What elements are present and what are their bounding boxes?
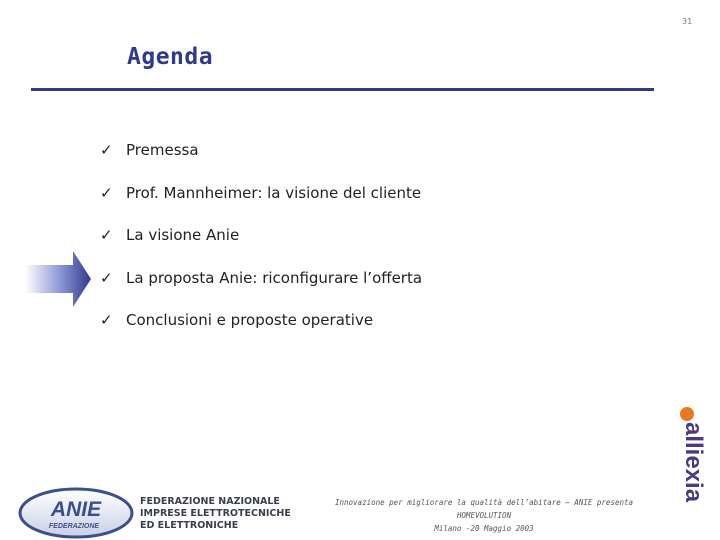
slide-title: Agenda (127, 44, 214, 70)
agenda-item (100, 141, 422, 184)
agenda-item (100, 311, 422, 354)
alliexia-logo (676, 402, 710, 540)
org-line: ED ELETTRONICHE (140, 520, 239, 531)
anie-logo (16, 486, 136, 540)
check-icon: ✓ (100, 311, 113, 329)
agenda-item-label: Prof. Mannheimer: la visione del cliente (126, 183, 422, 202)
organization-name (140, 496, 291, 532)
agenda-list (100, 141, 422, 354)
check-icon: ✓ (100, 226, 113, 244)
check-icon: ✓ (100, 183, 113, 202)
brand-logo-text: alliexia (680, 422, 707, 503)
org-line: FEDERAZIONE NAZIONALE (140, 496, 280, 507)
org-line: IMPRESE ELETTROTECNICHE (140, 508, 291, 519)
agenda-item-label: Premessa (126, 141, 199, 159)
current-item-arrow-icon (25, 251, 91, 307)
agenda-item-label: La proposta Anie: riconfigurare l’offerta (126, 268, 423, 287)
agenda-item (100, 226, 422, 269)
footer-caption-line2: Milano -20 Maggio 2003 (434, 524, 534, 533)
anie-logo-text: ANIE (50, 498, 102, 521)
title-divider (31, 88, 654, 91)
brand-dot-icon (680, 407, 694, 421)
page-number: 31 (682, 17, 693, 26)
agenda-item (100, 184, 422, 227)
check-icon: ✓ (100, 268, 113, 287)
footer-caption-line1: Innovazione per migliorare la qualità dell’abitare – ANIE presenta HOMEVOLUTION (334, 498, 633, 520)
footer-caption (314, 496, 654, 535)
agenda-item-label: Conclusioni e proposte operative (126, 311, 374, 329)
agenda-item-current (100, 269, 422, 312)
anie-logo-subtext: FEDERAZIONE (48, 523, 100, 530)
agenda-item-label: La visione Anie (126, 226, 240, 244)
check-icon: ✓ (100, 141, 113, 159)
